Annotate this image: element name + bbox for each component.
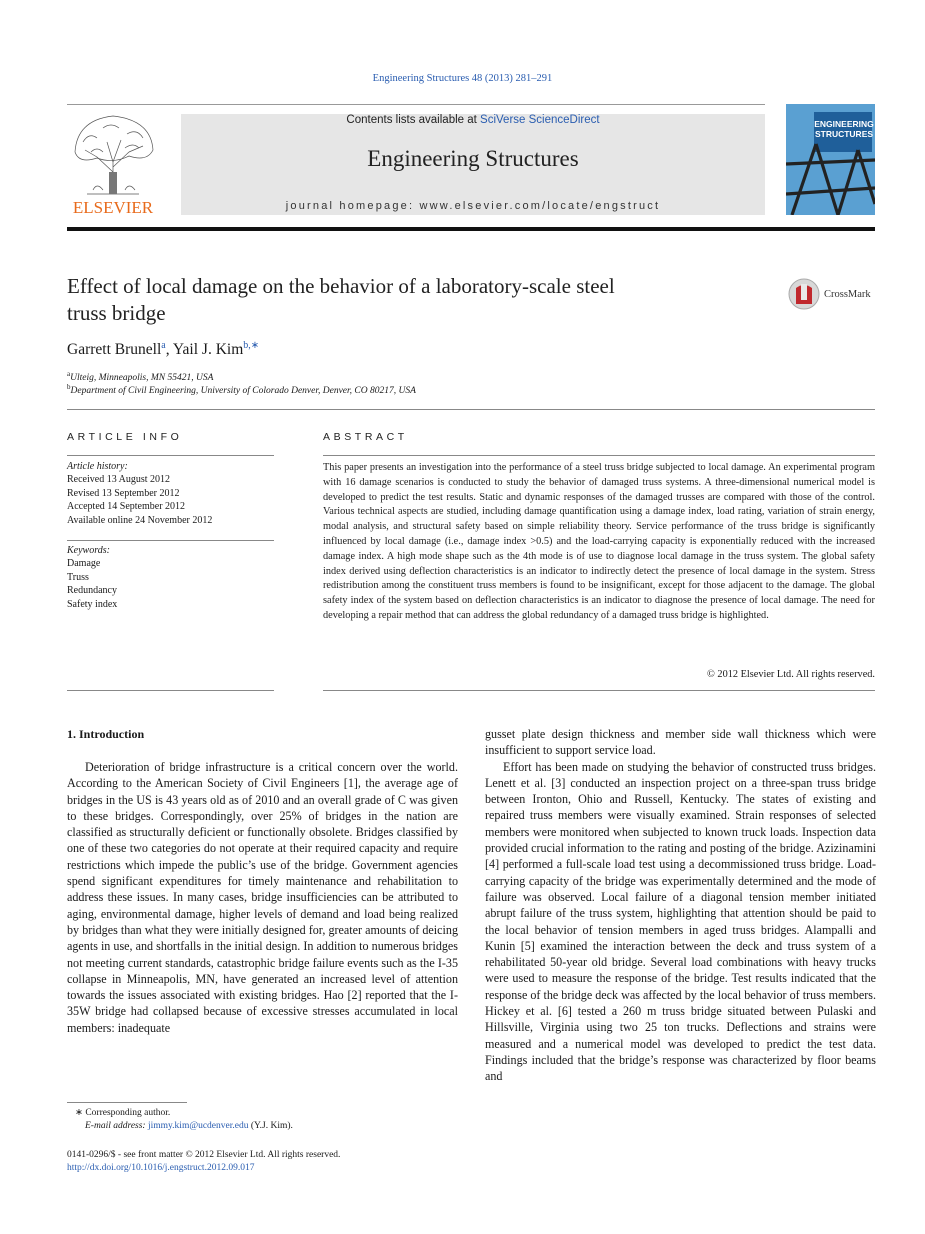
- elsevier-logo[interactable]: [67, 112, 160, 216]
- title-line-2: truss bridge: [67, 301, 166, 325]
- author-list: Garrett Brunell$^a$, Yail J. Kim$^{b,∗}$: [67, 340, 260, 359]
- keyword: Damage: [67, 558, 101, 570]
- body-right-column: [485, 726, 876, 1085]
- journal-title: Engineering Structures: [367, 146, 579, 171]
- article-title: [67, 273, 747, 327]
- crossmark-button[interactable]: [788, 280, 878, 312]
- body-left-column: [67, 759, 458, 1036]
- issn-line: 0141-0296/$ - see front matter © 2012 Elsevier Ltd. All rights reserved.: [67, 1150, 341, 1160]
- paragraph: Deterioration of bridge infrastructure is a critical concern over the world. According to the American Society of Civil Engineers [1], the average age of bridges in the US is 43 years old as of 2010 and an overall grade of C was given to these bridges. Correspondingly, over 25% of bridges in the nation are classified as structurally deficient or functionally obsolete. Bridges classified by one of these two categories do not operate at their required capacity and require restrictions which impede the public’s use of the bridge. Government agencies spend significant expenditures for timely maintenance and rehabilitation to address these issues. In many cases, bridge insufficiencies can be attributed to aging, environmental damage, higher levels of demand and load being realized by bridges than what they were initially designed for, greater amounts of deicing agents in use, and shortfalls in the initial design. In addition to numerous bridges not meeting current standards, catastrophic bridge failure events such as the I-35 collapse in Minneapolis, MN, have generated an increased level of attention towards the issues associated with existing bridges. Hao [2] reported that the I-35W bridge had collapsed because of excessive stresses accumulated in local members: inadequate: [67, 760, 458, 1035]
- section-divider: [67, 409, 875, 410]
- article-info-heading: ARTICLE INFO: [67, 431, 183, 443]
- svg-text:STRUCTURES: STRUCTURES: [814, 129, 874, 139]
- keyword: Truss: [67, 571, 89, 583]
- footnote-divider: [67, 1102, 187, 1103]
- corresponding-author: ∗ Corresponding author.: [75, 1108, 171, 1118]
- journal-homepage[interactable]: journal homepage: www.elsevier.com/locate/engstruct: [285, 200, 661, 212]
- email-line: E-mail address: jimmy.kim@ucdenver.edu (Y.J. Kim).: [85, 1121, 293, 1131]
- svg-text:ELSEVIER: ELSEVIER: [72, 198, 154, 216]
- svg-text:ENGINEERING: ENGINEERING: [814, 119, 874, 129]
- crossmark-label: CrossMark: [824, 289, 871, 300]
- keyword: Safety index: [67, 598, 118, 610]
- affiliation-a: $^a$Ulteig, Minneapolis, MN 55421, USA: [67, 370, 214, 384]
- tree-icon: [67, 112, 160, 216]
- affiliation-ref[interactable]: b,∗: [243, 340, 260, 351]
- section-heading: 1. Introduction: [67, 727, 145, 741]
- article-history: Article history: Received 13 August 2012 Revised 13 September 2012 Accepted 14 September 2012 Available online 24 November 2012: [67, 461, 213, 526]
- paragraph: gusset plate design thickness and member side wall thickness which were insufficient to support service load.: [485, 727, 876, 758]
- info-divider: [67, 690, 274, 691]
- abstract-text: This paper presents an investigation into the performance of a steel truss bridge subjected to local damage. An experimental program with 16 damage scenarios is conducted to study the behavior of damaged truss systems. A three-dimensional numerical model is developed to predict the test results. Static and dynamic responses of the damaged trusses are compared with those of the control. Various technical aspects are studied, including damage quantification using a damage index, load rating, variation of strain energy, modal analysis, and structural safety based on simple reliability theory. Service performance of the truss bridge is significantly influenced by local damage (i.e., damage index >0.5) and the load-carrying capacity is exponentially reduced with the increased damage index. A high mode shape such as the 4th mode is of use to diagnose local damage in the truss system. The global safety index derived using deflection characteristics is an indicator to indirectly detect the presence of local damage in the system. Stress redistribution among the constituent truss members is found to be insignificant, except for those adjacent to the damage. The global safety index of the system based on deflection characteristics is an indicator to diagnose the presence of local damage. The need for developing a repair method that can address the global redundancy of a damaged truss bridge is highlighted.: [323, 462, 875, 621]
- crossmark-icon: [788, 278, 822, 312]
- author-name[interactable]: Garrett Brunell: [67, 341, 162, 359]
- journal-citation[interactable]: Engineering Structures 48 (2013) 281–291: [372, 73, 553, 84]
- header-divider: [67, 104, 765, 105]
- affiliation-b: $^b$Department of Civil Engineering, University of Colorado Denver, Denver, CO 80217, USA: [67, 383, 416, 397]
- info-divider: [67, 455, 274, 456]
- header-thick-rule: [67, 227, 875, 231]
- contents-availability: Contents lists available at SciVerse ScienceDirect: [346, 114, 600, 126]
- keyword: Redundancy: [67, 585, 117, 597]
- paragraph: Effort has been made on studying the behavior of constructed truss bridges. Lenett et al. [3] conducted an inspection project on a three-span truss bridge between Ironton, Ohio and Russell, Kentucky. The states of existing and repaired truss members were visually examined. Strain responses of selected members were monitored when subjected to known truck loads. Inspection data provided crucial information to the rating and posting of the bridge. Azizinamini [4] performed a full-scale load test using a decommissioned truss bridge. Load-carrying capacity of the bridge was experimentally determined and the mode of failure was observed. Local failure of a diagonal tension member initiated abrupt failure of the truss system, highlighting that attention should be paid to the local behavior of tension members in aged truss bridges. Alampalli and Kunin [5] examined the interaction between the deck and truss system of a rehabilitated 50-year old bridge. Several load combinations with heavy trucks were used to measure the response of the bridge. Test results indicated that the response of the bridge deck was affected by the local behavior of truss members. Hickey et al. [6] tested a 260 m truss bridge situated between Pulaski and Hillsville, Virginia using two 25 ton trucks. Deflections and strains were measured and a numerical model was developed to predict the test data. Findings included that the bridge’s response was characterized by floor beams and: [485, 759, 876, 1084]
- title-line-1: Effect of local damage on the behavior of a laboratory-scale steel: [67, 274, 615, 298]
- abstract-divider: [323, 690, 875, 691]
- journal-cover-image[interactable]: [786, 104, 875, 215]
- copyright: © 2012 Elsevier Ltd. All rights reserved.: [707, 669, 875, 680]
- email-link[interactable]: jimmy.kim@ucdenver.edu: [147, 1121, 249, 1131]
- info-divider: [67, 540, 274, 541]
- doi-link[interactable]: http://dx.doi.org/10.1016/j.engstruct.2012.09.017: [67, 1163, 255, 1173]
- abstract-divider: [323, 455, 875, 456]
- affiliation-ref[interactable]: a: [161, 340, 166, 351]
- bridge-cover-icon: [786, 104, 875, 215]
- author-name[interactable]: Yail J. Kim: [172, 341, 244, 359]
- keywords: Keywords: Damage Truss Redundancy Safety index: [67, 544, 274, 611]
- sciencedirect-link[interactable]: SciVerse ScienceDirect: [480, 114, 600, 126]
- abstract-heading: ABSTRACT: [323, 431, 408, 443]
